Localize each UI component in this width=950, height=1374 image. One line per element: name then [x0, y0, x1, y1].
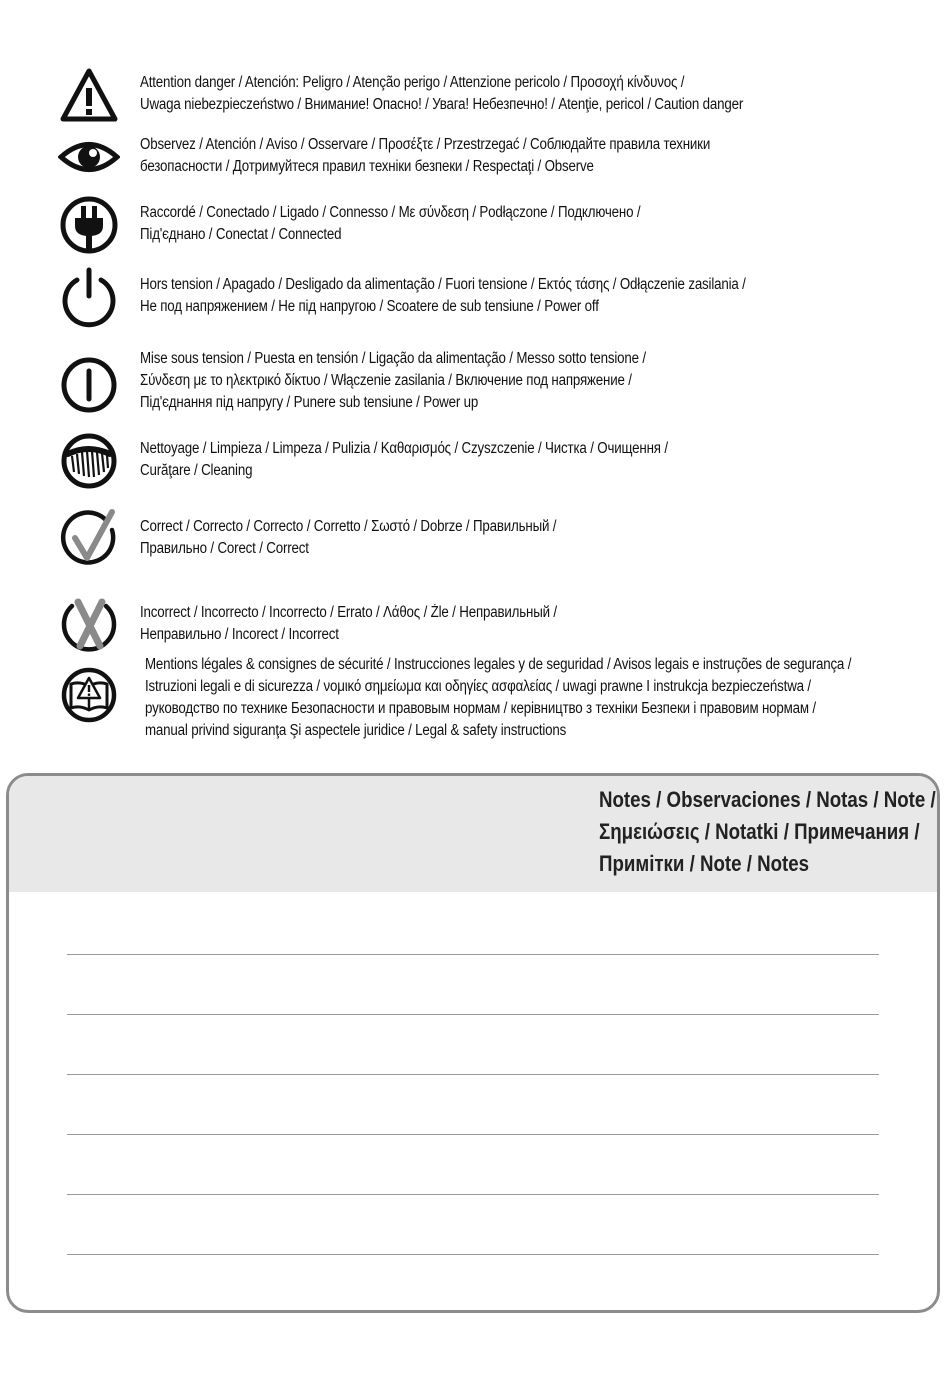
- legend-line: Mise sous tension / Puesta en tensión / Ligação da alimentação / Messo sotto tensione /: [140, 350, 646, 367]
- note-line[interactable]: [67, 1074, 879, 1075]
- legend-line: manual privind siguranţa Şi aspectele juridice / Legal & safety instructions: [145, 722, 567, 739]
- notes-title: [599, 784, 936, 880]
- note-line[interactable]: [67, 1254, 879, 1255]
- note-line[interactable]: [67, 954, 879, 955]
- notes-title-line: Notes / Observaciones / Notas / Note /: [599, 787, 936, 812]
- note-line[interactable]: [67, 1194, 879, 1195]
- legend-line: Правильно / Corect / Correct: [140, 540, 309, 557]
- legend-line: Uwaga niebezpieczeństwo / Внимание! Опасно! / Увага! Небезпечно! / Atenţie, pericol / Caution danger: [140, 96, 744, 113]
- legend-text: [145, 654, 851, 742]
- legend-text: [140, 516, 556, 560]
- manual-book-icon: [58, 664, 120, 726]
- legend-line: Incorrect / Incorrecto / Incorrecto / Errato / Λάθος / Źle / Неправильный /: [140, 604, 557, 621]
- legend-line: Raccordé / Conectado / Ligado / Connesso / Με σύνδεση / Podłączone / Подключено /: [140, 204, 641, 221]
- legend-line: Під'єднання під напругу / Punere sub tensiune / Power up: [140, 394, 479, 411]
- legend-text: [140, 202, 640, 246]
- cross-incorrect-icon: [58, 594, 120, 656]
- legend-line: Istruzioni legali e di sicurezza / νομικό σημείωμα και οδηγίες ασφαλείας / uwagi prawne I instrukcja bezpieczeństwa /: [145, 678, 811, 695]
- legend-line: Curăţare / Cleaning: [140, 462, 253, 479]
- legend-text: [140, 348, 646, 414]
- note-line[interactable]: [67, 1014, 879, 1015]
- legend-line: Hors tension / Apagado / Desligado da alimentação / Fuori tensione / Εκτός τάσης / Odłączenie zasilania /: [140, 276, 746, 293]
- legend-line: Mentions légales & consignes de sécurité / Instrucciones legales y de seguridad / Avisos legais e instruções de segurança /: [145, 656, 852, 673]
- check-correct-icon: [58, 508, 120, 570]
- legend-line: Неправильно / Incorect / Incorrect: [140, 626, 339, 643]
- notes-title-line: Примітки / Note / Notes: [599, 851, 810, 876]
- legend-text: [140, 72, 743, 116]
- legend-line: Observez / Atención / Aviso / Osservare / Προσέξτε / Przestrzegać / Соблюдайте правила техники: [140, 136, 711, 153]
- legend-text: [140, 274, 746, 318]
- eye-icon: [58, 126, 120, 188]
- legend-line: Під'єднано / Conectat / Connected: [140, 226, 342, 243]
- legend-line: Σύνδεση με το ηλεκτρικό δίκτυο / Włączenie zasilania / Включение под напряжение /: [140, 372, 632, 389]
- legend-line: Correct / Correcto / Correcto / Corretto / Σωστό / Dobrze / Правильный /: [140, 518, 557, 535]
- legend-line: Не под напряжением / Не під напругою / Scoatere de sub tensiune / Power off: [140, 298, 599, 315]
- legend-text: [140, 438, 668, 482]
- notes-header: [9, 776, 937, 892]
- legend-line: безопасности / Дотримуйтеся правил техніки безпеки / Respectaţi / Observe: [140, 158, 594, 175]
- legend-line: Attention danger / Atención: Peligro / Atenção perigo / Attenzione pericolo / Προσοχή κίνδυνος /: [140, 74, 685, 91]
- brush-cleaning-icon: [58, 430, 120, 492]
- warning-triangle-icon: [58, 66, 120, 128]
- note-line[interactable]: [67, 1134, 879, 1135]
- legend-text: [140, 134, 710, 178]
- power-off-icon: [58, 266, 120, 328]
- power-on-icon: [58, 354, 120, 416]
- legend-line: руководство по технике Безопасности и правовым нормам / керівництво з техніки Безпеки і правовим нормам /: [145, 700, 816, 717]
- plug-connected-icon: [58, 194, 120, 256]
- notes-box: [6, 773, 940, 1313]
- legend-text: [140, 602, 557, 646]
- legend-line: Nettoyage / Limpieza / Limpeza / Pulizia / Καθαρισμός / Czyszczenie / Чистка / Очищення /: [140, 440, 668, 457]
- notes-title-line: Σημειώσεις / Notatki / Примечания /: [599, 819, 920, 844]
